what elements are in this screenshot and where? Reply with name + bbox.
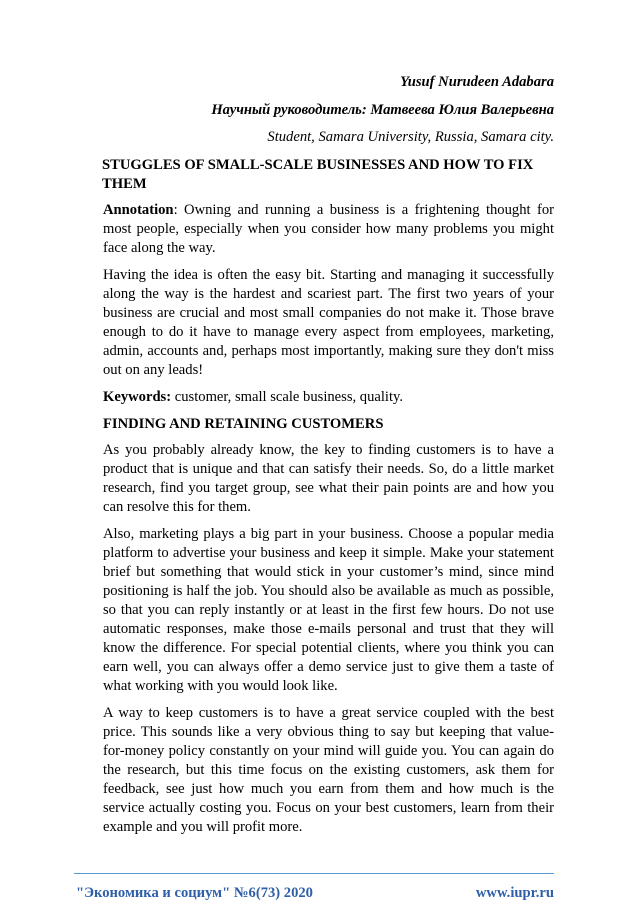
journal-name: "Экономика и социум" №6(73) 2020 (76, 884, 313, 901)
body-paragraph: Also, marketing plays a big part in your business. Choose a popular media platform to advertise your business and keep it simple. Make your statement brief but something that would stick in your customer’s mind, since mind positioning is half the job. You should also be available as much as possible, so that you can reply instantly or at least in the first few hours. Do not use automatic responses, make those e-mails personal and trust that they will know the difference. For special potential clients, where you think you can earn well, you can always offer a demo service just to give them a taste of what working with you would look like. (103, 525, 554, 694)
footer-divider (74, 873, 554, 874)
annotation-label: Annotation (103, 201, 174, 218)
section-heading: FINDING AND RETAINING CUSTOMERS (103, 415, 384, 432)
body-paragraph: A way to keep customers is to have a great service coupled with the best price. This sounds like a very obvious thing to say but keeping that value-for-money policy constantly on your mind will guide you. You can again do the research, but this time focus on the existing customers, ask them for feedback, see just how much you earn from them and how much is the service actually costing you. Focus on your best customers, learn from their example and you will profit more. (103, 704, 554, 835)
keywords-label: Keywords: (103, 388, 172, 405)
annotation-paragraph (103, 201, 554, 258)
annotation-text: : Owning and running a business is a frightening thought for most people, especially when you consider how many problems you might face along the way. (103, 201, 554, 256)
website-link[interactable]: www.iupr.ru (475, 884, 554, 901)
body-paragraph: As you probably already know, the key to finding customers is to have a product that is unique and that can satisfy their needs. So, do a little market research, find you target group, see what their pain points are and how you can resolve this for them. (103, 441, 554, 515)
article-title: STUGGLES OF SMALL-SCALE BUSINESSES AND HOW TO FIX THEM (102, 156, 534, 192)
intro-paragraph: Having the idea is often the easy bit. Starting and managing it successfully along the way is the hardest and scariest part. The first two years of your business are crucial and most small companies do not make it. Those brave enough to do it have to manage every aspect from employees, marketing, admin, accounts and, perhaps most importantly, making sure they don't miss out on any leads! (103, 266, 554, 378)
document-page (103, 0, 554, 837)
affiliation: Student, Samara University, Russia, Samara city. (267, 129, 554, 145)
keywords-text: customer, small scale business, quality. (171, 388, 404, 405)
keywords-paragraph (103, 388, 554, 407)
page-footer (76, 884, 554, 911)
supervisor: Научный руководитель: Матвеева Юлия Валерьевна (211, 101, 554, 118)
author-name: Yusuf Nurudeen Adabara (400, 74, 554, 90)
